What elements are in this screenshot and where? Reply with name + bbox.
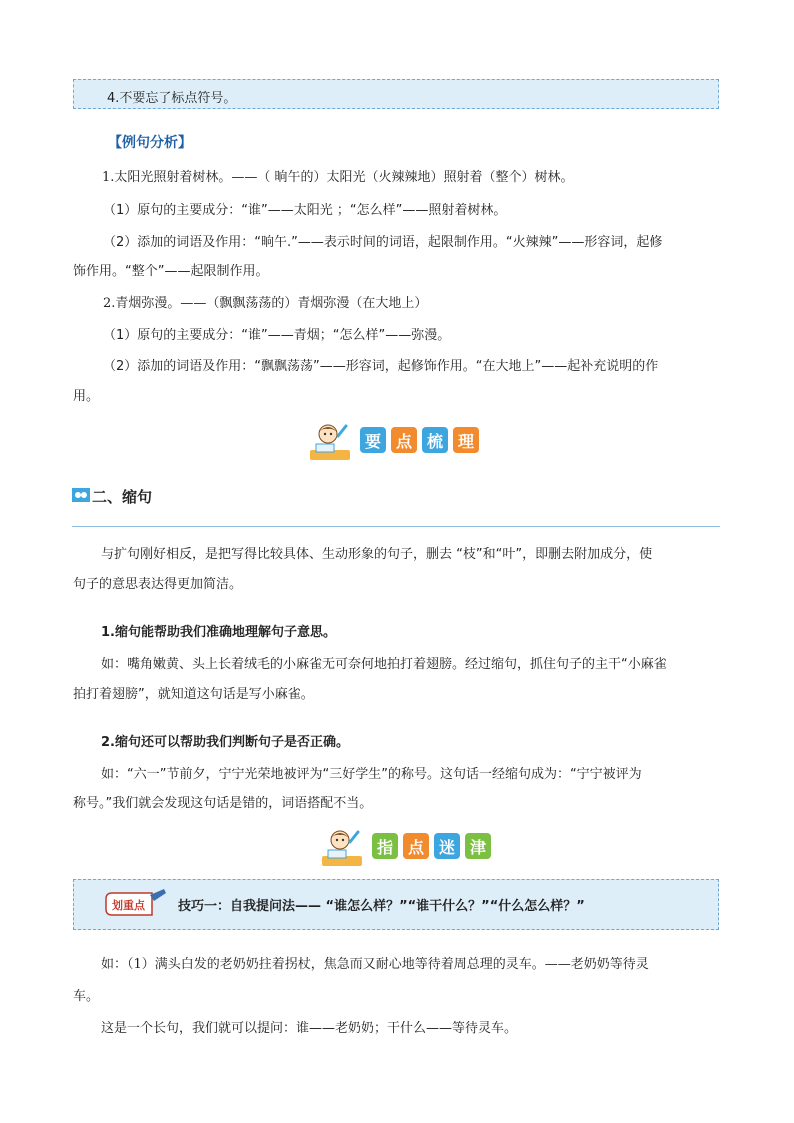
example1-p2-line2: 饰作用。“整个”——起限制作用。 (73, 264, 269, 279)
example2-p1: （1）原句的主要成分：“谁”——青烟；“怎么样”——弥漫。 (103, 328, 451, 343)
section2-intro-line1: 与扩句刚好相反，是把写得比较具体、生动形象的句子，删去 “枝”和“叶”，即删去附加成分，使 (101, 547, 653, 562)
banner-guidance (318, 828, 498, 868)
example1-p1: （1）原句的主要成分：“谁”——太阳光 ；“怎么样”——照射着树林。 (103, 203, 507, 218)
example-q-line1: 如：（1）满头白发的老奶奶拄着拐杖，焦急而又耐心地等待着周总理的灵车。——老奶奶等待灵 (101, 957, 649, 972)
banner2-char: 迷 (434, 833, 460, 859)
banner1-char: 点 (391, 427, 417, 453)
banner2-char: 津 (465, 833, 491, 859)
example-analysis-heading: 【例句分析】 (108, 135, 192, 151)
point2-heading: 2.缩句还可以帮助我们判断句子是否正确。 (101, 735, 349, 750)
banner2-char: 点 (403, 833, 429, 859)
focus-box (73, 879, 719, 930)
banner1-char: 理 (453, 427, 479, 453)
point2-line1: 如：“六一”节前夕，宁宁光荣地被评为“三好学生”的称号。这句话一经缩句成为：“宁宁被评为 (101, 767, 642, 782)
section-marker-icon (72, 488, 90, 502)
tip-box (73, 79, 719, 109)
banner2-char: 指 (372, 833, 398, 859)
focus-text: 技巧一：自我提问法—— “谁怎么样？”“谁干什么？”“什么怎么样？” (178, 899, 585, 914)
section-divider (72, 526, 720, 527)
example-q-line3: 这是一个长句，我们就可以提问：谁——老奶奶；干什么——等待灵车。 (101, 1021, 518, 1036)
banner1-char: 要 (360, 427, 386, 453)
example-q-line2: 车。 (73, 989, 100, 1004)
example1-p2-line1: （2）添加的词语及作用：“晌午.”——表示时间的词语，起限制作用。“火辣辣”——形容词，起修 (103, 235, 663, 250)
example2-sentence: 2.青烟弥漫。——（飘飘荡荡的）青烟弥漫（在大地上） (103, 296, 428, 311)
example1-sentence: 1.太阳光照射着树林。——（ 晌午的）太阳光（火辣辣地）照射着（整个）树林。 (102, 170, 574, 185)
point1-line1: 如：嘴角嫩黄、头上长着绒毛的小麻雀无可奈何地拍打着翅膀。经过缩句，抓住句子的主干“小麻雀 (101, 657, 667, 672)
example2-p2-line1: （2）添加的词语及作用：“飘飘荡荡”——形容词，起修饰作用。“在大地上”——起补充说明的作 (103, 359, 659, 374)
banner1-char: 梳 (422, 427, 448, 453)
student-reading-icon (318, 828, 364, 868)
highlight-badge (104, 889, 168, 919)
example2-p2-line2: 用。 (73, 389, 100, 404)
point1-heading: 1.缩句能帮助我们准确地理解句子意思。 (101, 625, 336, 640)
point2-line2: 称号。”我们就会发现这句话是错的，词语搭配不当。 (73, 796, 373, 811)
student-reading-icon (306, 422, 352, 462)
section2-intro-line2: 句子的意思表达得更加简洁。 (73, 577, 243, 592)
banner-key-points (306, 422, 486, 462)
point1-line2: 拍打着翅膀”，就知道这句话是写小麻雀。 (73, 687, 314, 702)
tip-text: 4.不要忘了标点符号。 (107, 91, 237, 106)
highlight-badge-label: 划重点 (112, 899, 145, 912)
section2-title: 二、缩句 (92, 488, 153, 506)
